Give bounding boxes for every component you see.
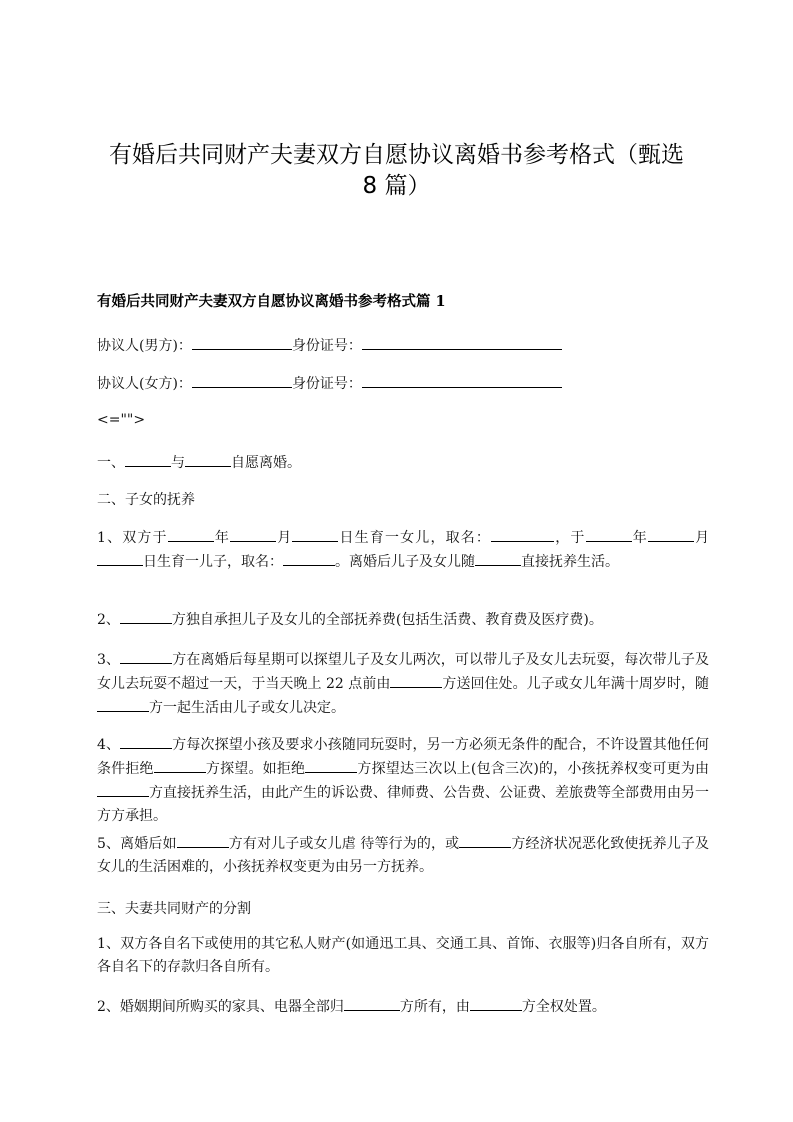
id-label: 身份证号： [291, 376, 362, 392]
text: 方经济状况恶化致使抚养儿子及女儿的生活困难的，小孩抚养权变更为由另一方抚养。 [97, 836, 709, 875]
text: 自愿离婚。 [231, 455, 301, 471]
clause-1 [97, 451, 709, 475]
blank-field [192, 372, 292, 388]
party-male-label: 协议人(男方)： [97, 338, 192, 354]
property-para-1: 1、双方各自名下或使用的其它私人财产(如通迅工具、交通工具、首饰、衣服等)归各自所有，双方各自名下的存款归各自所有。 [97, 936, 709, 975]
blank-field [362, 372, 562, 388]
section-heading: 有婚后共同财产夫妻双方自愿协议离婚书参考格式篇 1 [97, 293, 446, 310]
text: 方有对儿子或女儿虐 待等行为的，或 [228, 836, 460, 852]
text: 5、离婚后如 [97, 836, 177, 852]
blank-field [97, 550, 143, 566]
text: 方每次探望小孩及要求小孩随同玩耍时，另一方必须无条件的配合，不许设置其他任何条件拒绝 [97, 737, 709, 777]
party-female-label: 协议人(女方)： [97, 376, 192, 392]
text: 3、 [97, 652, 121, 668]
text: 方所有，由 [399, 999, 470, 1015]
child-para-2 [97, 608, 709, 632]
text: 方独自承担儿子及女儿的全部抚养费(包括生活费、教育费及医疗费)。 [171, 612, 603, 628]
text: 方在离婚后每星期可以探望儿子及女儿两次，可以带儿子及女儿去玩耍，每次带儿子及女儿去玩耍不超过一天，于当天晚上 22 点前由 [97, 652, 709, 692]
blank-field [648, 526, 694, 542]
text: 方探望。如拒绝 [205, 761, 306, 777]
blank-field [292, 526, 338, 542]
text: 方送回住处。儿子或女儿年满十周岁时，随 [442, 676, 709, 692]
blank-field [185, 451, 231, 467]
blank-field [475, 550, 521, 566]
child-para-4 [97, 733, 709, 828]
text: 1、双方于 [97, 530, 168, 546]
blank-field [97, 696, 149, 712]
blank-field [459, 832, 511, 848]
text: 。离婚后儿子及女儿随 [335, 554, 475, 570]
blank-field [305, 757, 357, 773]
blank-field [230, 526, 276, 542]
title-line-1: 有婚后共同财产夫妻双方自愿协议离婚书参考格式（甄选 [109, 142, 684, 168]
blank-field [168, 526, 214, 542]
blank-field [283, 550, 335, 566]
text: 方直接抚养生活，由此产生的诉讼费、律师费、公告费、公证费、差旅费等全部费用由另一方方承担。 [97, 785, 709, 824]
blank-field [120, 733, 172, 749]
text: 4、 [97, 737, 121, 753]
text: 方全权处置。 [521, 999, 606, 1015]
blank-field [344, 995, 400, 1011]
code-line: <=""> [97, 412, 146, 428]
blank-field [120, 608, 172, 624]
text: 方一起生活由儿子或女儿决定。 [149, 700, 345, 716]
child-para-3 [97, 648, 709, 720]
blank-field [390, 672, 442, 688]
text: 日生育一儿子，取名： [143, 554, 283, 570]
blank-field [586, 526, 632, 542]
blank-field [97, 781, 149, 797]
text: 月 [276, 530, 293, 546]
title-line-2: 8 篇） [362, 173, 431, 199]
text: 一、 [97, 455, 125, 471]
blank-field [177, 832, 229, 848]
id-label: 身份证号： [291, 338, 362, 354]
text: 日生育一女儿，取名： [338, 530, 492, 546]
clause-2-heading: 二、子女的抚养 [97, 492, 195, 508]
blank-field [192, 334, 292, 350]
text: 与 [171, 455, 185, 471]
text: 2、 [97, 612, 120, 628]
text: ，于 [554, 530, 586, 546]
text: 直接抚养生活。 [521, 554, 619, 570]
property-para-2 [97, 995, 709, 1019]
child-para-5 [97, 832, 709, 879]
text: 方探望达三次以上(包含三次)的，小孩抚养权变可更为由 [357, 761, 710, 777]
text: 月 [693, 530, 710, 546]
text: 年 [213, 530, 231, 546]
document-title [60, 140, 733, 202]
party-female-line [97, 372, 709, 396]
blank-field [120, 648, 172, 664]
clause-3-heading: 三、夫妻共同财产的分割 [97, 901, 251, 917]
blank-field [491, 526, 554, 542]
text: 2、婚姻期间所购买的家具、电器全部归 [97, 999, 344, 1015]
blank-field [125, 451, 171, 467]
text: 年 [631, 530, 648, 546]
blank-field [362, 334, 562, 350]
blank-field [470, 995, 522, 1011]
party-male-line [97, 334, 709, 358]
child-para-1 [97, 526, 709, 574]
blank-field [154, 757, 206, 773]
